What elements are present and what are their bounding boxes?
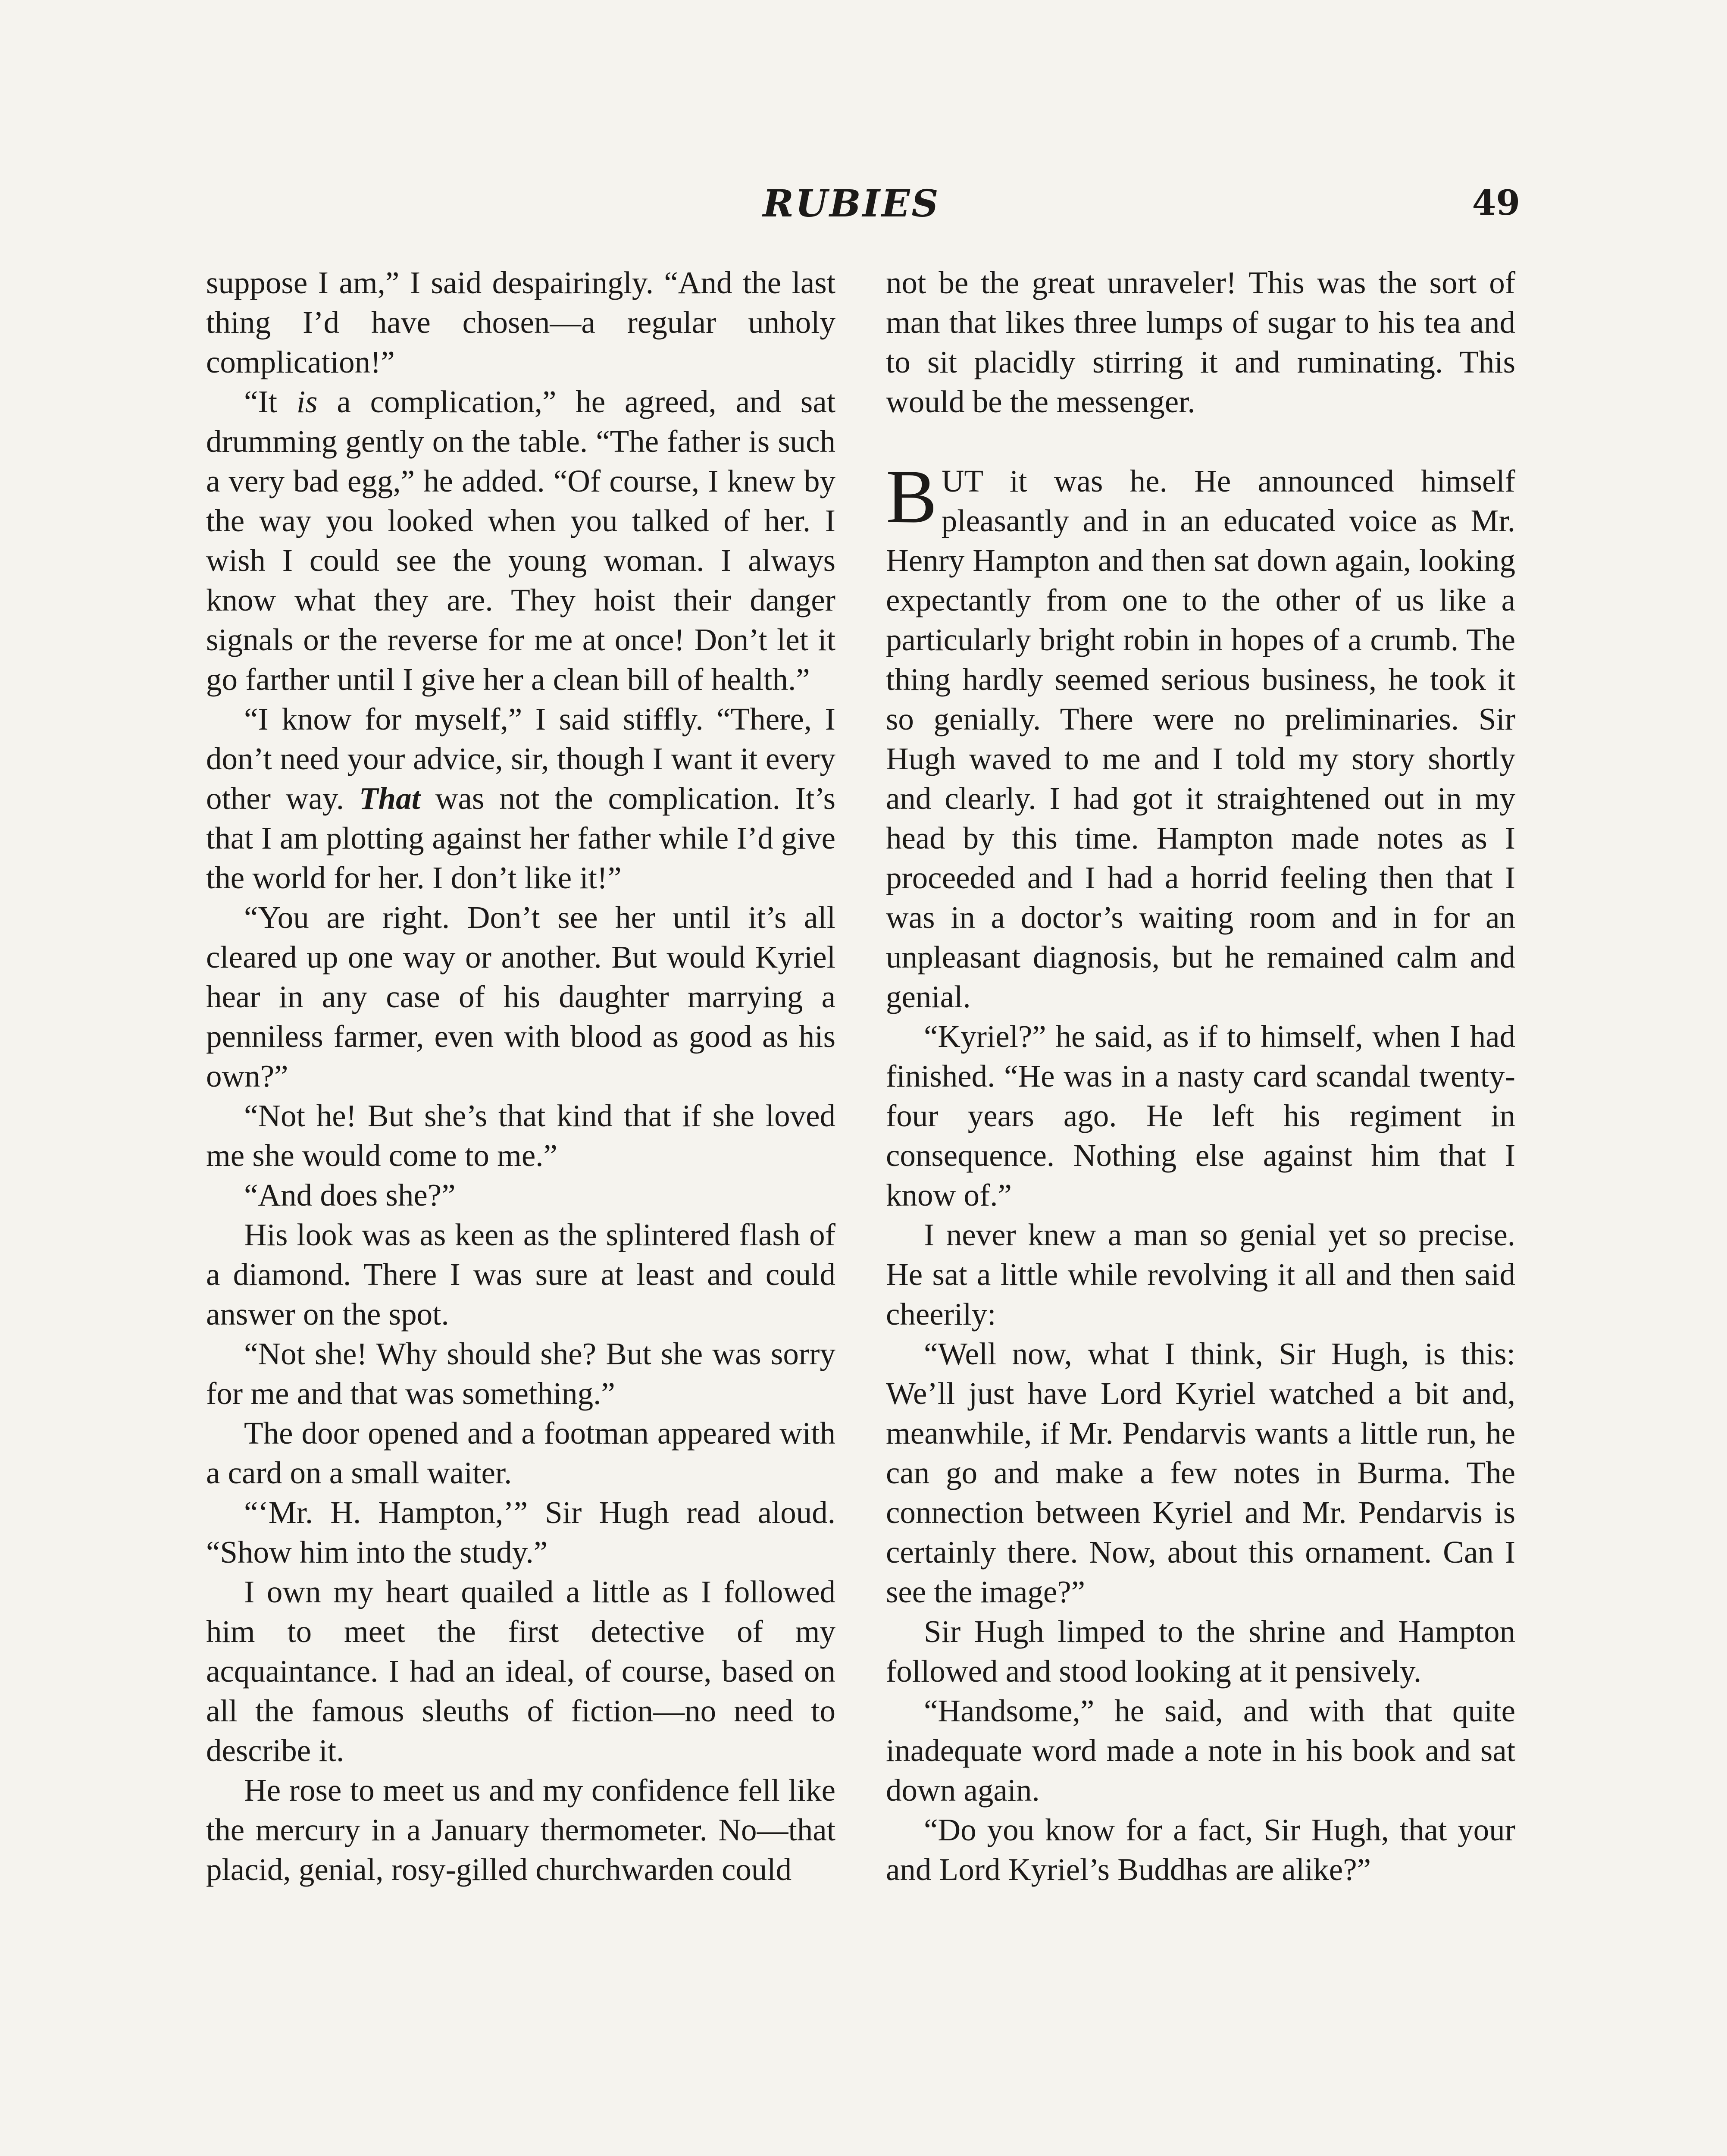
right-text-column (886, 263, 1515, 1890)
paragraph: “Do you know for a fact, Sir Hugh, that your and Lord Kyriel’s Buddhas are alike?” (886, 1812, 1515, 1887)
paragraph: His look was as keen as the splintered flash of a diamond. There I was sure at least and could answer on the spot. (206, 1217, 835, 1332)
paragraph: Sir Hugh limped to the shrine and Hampton followed and stood looking at it pensively. (886, 1614, 1515, 1689)
paragraph: not be the great unraveler! This was the sort of man that likes three lumps of sugar to his tea and to sit placidly stirring it and ruminating. This would be the messenger. (886, 265, 1515, 419)
paragraph: “‘Mr. H. Hampton,’” Sir Hugh read aloud. “Show him into the study.” (206, 1495, 835, 1570)
paragraph: “You are right. Don’t see her until it’s all cleared up one way or another. But would Kyriel hear in any case of his daughter marrying a penniless farmer, even with blood as good as his own?” (206, 900, 835, 1094)
paragraph: I never knew a man so genial yet so precise. He sat a little while revolving it all and then said cheerily: (886, 1217, 1515, 1332)
drop-cap: B (886, 454, 937, 539)
paragraph: The door opened and a footman appeared with a card on a small waiter. (206, 1416, 835, 1490)
paragraph: He rose to meet us and my confidence fell like the mercury in a January thermometer. No—that placid, genial, rosy-gilled churchwarden could (206, 1773, 835, 1887)
paragraph: “And does she?” (244, 1178, 456, 1213)
paragraph: I own my heart quailed a little as I followed him to meet the first detective of my acquaintance. I had an ideal, of course, based on all the famous sleuths of fiction—no need to describe it. (206, 1574, 835, 1768)
paragraph: “Handsome,” he said, and with that quite inadequate word made a note in his book and sat down again. (886, 1693, 1515, 1808)
paragraph: “Not he! But she’s that kind that if she loved me she would come to me.” (206, 1098, 835, 1173)
running-title: RUBIES (763, 182, 940, 226)
paragraph: BUT it was he. He announced himself pleasantly and in an educated voice as Mr. Henry Hampton and then sat down again, looking expectantly from one to the other of us like a particularly bright robin in hopes of a crumb. The thing hardly seemed serious business, he took it so genially. There were no preliminaries. Sir Hugh waved to me and I told my story shortly and clearly. I had got it straightened out in my head by this time. Hampton made notes as I proceeded and I had a horrid feeling then that I was in a doctor’s waiting room and in for an unpleasant diagnosis, but he remained calm and genial. (886, 454, 1515, 1014)
paragraph: “Not she! Why should she? But she was sorry for me and that was something.” (206, 1336, 835, 1411)
paragraph: “I know for myself,” I said stiffly. “There, I don’t need your advice, sir, though I want it every other way. That was not the complication. It’s that I am plotting against her father while I’d give the world for her. I don’t like it!” (206, 702, 836, 895)
paragraph: suppose I am,” I said despairingly. “And the last thing I’d have chosen—a regular unholy complication!” (206, 265, 835, 379)
page-number: 49 (1472, 182, 1520, 223)
paragraph: “Well now, what I think, Sir Hugh, is this: We’ll just have Lord Kyriel watched a bit and, meanwhile, if Mr. Pendarvis wants a little run, he can go and make a few notes in Burma. The connection between Kyriel and Mr. Pendarvis is certainly there. Now, about this ornament. Can I see the image?” (886, 1336, 1515, 1609)
paragraph: “It is a complication,” he agreed, and sat drumming gently on the table. “The father is such a very bad egg,” he added. “Of course, I knew by the way you looked when you talked of her. I wish I could see the young woman. I always know what they are. They hoist their danger signals or the reverse for me at once! Don’t let it go farther until I give her a clean bill of health.” (206, 384, 835, 697)
left-text-column (206, 263, 835, 1890)
paragraph: “Kyriel?” he said, as if to himself, when I had finished. “He was in a nasty card scandal twenty-four years ago. He left his regiment in consequence. Nothing else against him that I know of.” (886, 1019, 1515, 1213)
